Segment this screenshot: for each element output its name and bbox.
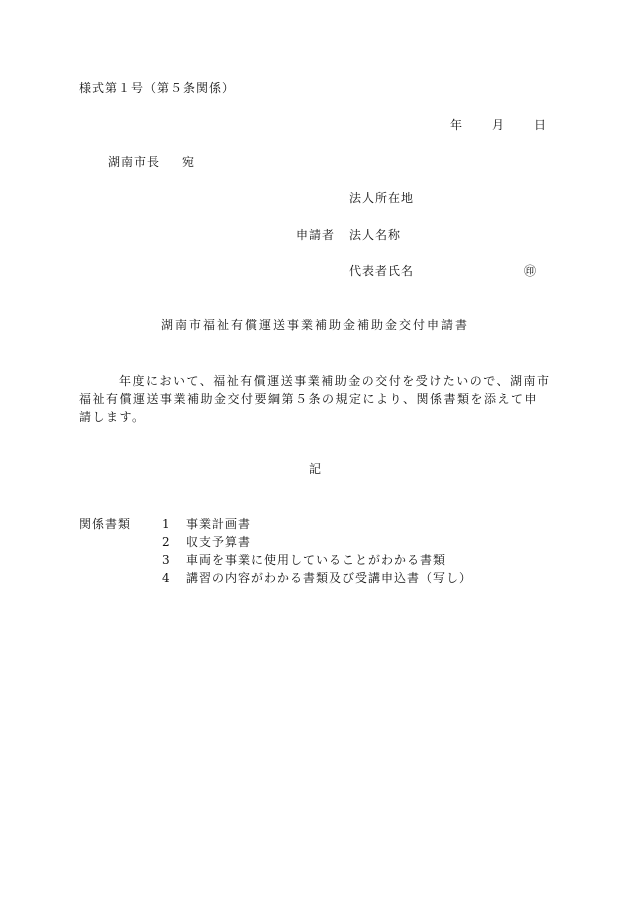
representative-label: 代表者氏名 [349, 264, 415, 278]
date-line [450, 118, 546, 132]
ki-heading: 記 [308, 462, 321, 476]
document-item-text: 収支予算書 [186, 535, 252, 549]
addressee [108, 155, 195, 169]
document-item [162, 517, 251, 531]
document-item-text: 車両を事業に使用していることがわかる書類 [186, 553, 447, 567]
document-item [162, 553, 446, 567]
applicant-label: 申請者 [296, 228, 336, 242]
document-item [162, 571, 472, 585]
addressee-name: 湖南市長 [108, 155, 161, 169]
date-year: 年 [449, 118, 462, 132]
date-day: 日 [533, 118, 546, 132]
document-item-number: 4 [162, 571, 171, 585]
document-item-text: 事業計画書 [186, 517, 252, 531]
document-item-number: 1 [162, 517, 171, 531]
related-documents-label: 関係書類 [79, 517, 132, 531]
applicant-address-label: 法人所在地 [349, 191, 415, 205]
body-paragraph: 年度において、福祉有償運送事業補助金の交付を受けたいので、湖南市福祉有償運送事業補助金交付要綱第５条の規定により、関係書類を添えて申請します。 [79, 374, 551, 424]
applicant-name-label: 法人名称 [349, 228, 402, 242]
seal-mark: ㊞ [523, 264, 536, 278]
document-item-number: 3 [162, 553, 171, 567]
document-title: 湖南市福祉有償運送事業補助金補助金交付申請書 [160, 318, 469, 332]
document-item [162, 535, 251, 549]
document-item-text: 講習の内容がわかる書類及び受講申込書（写し） [186, 571, 473, 585]
addressee-honorific: 宛 [182, 155, 196, 169]
document-item-number: 2 [162, 535, 171, 549]
date-month: 月 [491, 118, 504, 132]
form-number: 様式第１号（第５条関係） [79, 81, 236, 95]
